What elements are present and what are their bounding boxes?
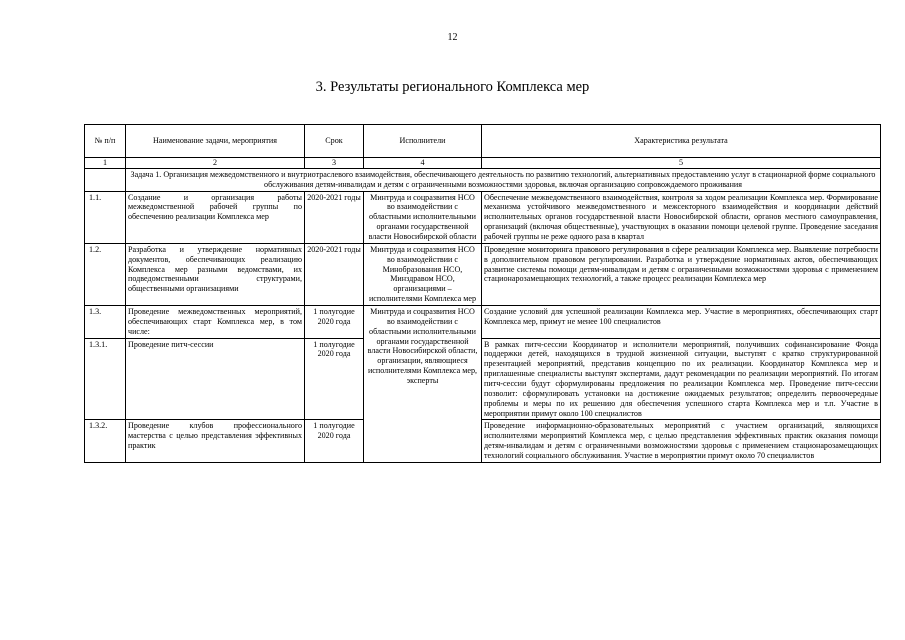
header-executors: Исполнители: [364, 125, 482, 158]
row-executors: Минтруда и соцразвития НСО во взаимодействии с Минобразования НСО, Минздравом НСО, организациями – исполнителями Комплекса мер: [364, 243, 482, 305]
row-term: 1 полугодие 2020 года: [305, 306, 364, 339]
row-number: 1.1.: [85, 191, 126, 243]
row-result: Проведение информационно-образовательных мероприятий с участием организаций, являющихся исполнителями мероприятий Комплекса мер, с целью представления эффективных практик оказания помощи детям-инвалидам и детям с ограниченными возможностями здоровья с применением стационарозамещающих технологий социального обслуживания. Участие в мероприятии примут около 70 специалистов: [482, 420, 881, 462]
header-num: № п/п: [85, 125, 126, 158]
column-number: 3: [305, 158, 364, 169]
row-number: 1.2.: [85, 243, 126, 305]
header-term: Срок: [305, 125, 364, 158]
table-row: [85, 338, 881, 420]
table-header-row: [85, 125, 881, 158]
row-term: 2020-2021 годы: [305, 191, 364, 243]
table-row: [85, 420, 881, 462]
row-name: Проведение межведомственных мероприятий, обеспечивающих старт Комплекса мер, в том числе:: [126, 306, 305, 339]
header-name: Наименование задачи, мероприятия: [126, 125, 305, 158]
section-title: 3. Результаты регионального Комплекса мер: [315, 79, 590, 95]
column-number: 4: [364, 158, 482, 169]
table-row: [85, 243, 881, 305]
results-table: [84, 124, 881, 463]
row-name: Разработка и утверждение нормативных документов, обеспечивающих реализацию Комплекса мер разными ведомствами, их подведомственными структурами, общественными организациями: [126, 243, 305, 305]
row-term: 1 полугодие 2020 года: [305, 420, 364, 462]
row-name: Проведение клубов профессионального мастерства с целью представления эффективных практик: [126, 420, 305, 462]
row-term: 1 полугодие 2020 года: [305, 338, 364, 420]
page-number: 12: [447, 32, 458, 43]
row-number: 1.3.: [85, 306, 126, 339]
row-name: Создание и организация работы межведомственной рабочей группы по обеспечению реализации Комплекса мер: [126, 191, 305, 243]
row-result: В рамках питч-сессии Координатор и исполнители мероприятий, получивших софинансирование Фонда поддержки детей, находящихся в трудной жизненной ситуации, выступят с кратко структурированной презентацией мероприятий, представив концепцию по их реализации. Координатор Комплекса мер и приглашенные специалисты выступят экспертами, дадут рекомендации по реализации мероприятий. По итогам питч-сессии будут сформулированы предложения по реализации Комплекса мер. Проведение питч-сессии позволит: сформулировать установки на достижение ожидаемых результатов; определить первоочередные проблемы и меры по их решению для обеспечения успешного старта Комплекса мер и т.п. Участие в мероприятии примут около 100 специалистов: [482, 338, 881, 420]
row-number: 1.3.2.: [85, 420, 126, 462]
row-executors: Минтруда и соцразвития НСО во взаимодействии с областными исполнительными органами государственной власти Новосибирской области, организации, являющиеся исполнителями Комплекса мер, эксперты: [364, 306, 482, 463]
row-result: Проведение мониторинга правового регулирования в сфере реализации Комплекса мер. Выявление потребности в дополнительном правовом регулировании. Разработка и утверждение нормативных актов, обеспечивающих развитие системы помощи детям-инвалидам и детям с ограниченными возможностями здоровья с применением стационарозамещающих технологий, а также процесс реализации Комплекса мер: [482, 243, 881, 305]
column-number: 1: [85, 158, 126, 169]
column-numbers-row: [85, 158, 881, 169]
table-row: [85, 306, 881, 339]
table-row: [85, 191, 881, 243]
row-number: 1.3.1.: [85, 338, 126, 420]
row-term: 2020-2021 годы: [305, 243, 364, 305]
row-executors: Минтруда и соцразвития НСО во взаимодействии с областными исполнительными органами государственной власти Новосибирской области: [364, 191, 482, 243]
row-result: Обеспечение межведомственного взаимодействия, контроля за ходом реализации Комплекса мер. Формирование механизма устойчивого межведомственного и межсекторного взаимодействия и координации действий исполнительных органов государственной власти Новосибирской области, органов местного самоуправления, организаций (включая общественные), участвующих в оказании помощи целевой группе. Проведение заседания рабочей группы не реже одного раза в квартал: [482, 191, 881, 243]
header-result: Характеристика результата: [482, 125, 881, 158]
column-number: 5: [482, 158, 881, 169]
task-row: [85, 168, 881, 191]
task-description: Задача 1. Организация межведомственного и внутриотраслевого взаимодействия, обеспечивающего деятельность по развитию технологий, альтернативных предоставлению услуг в стационарной форме социального обслуживания детям-инвалидам и детям с ограниченными возможностями здоровья, включая организацию сопровождаемого проживания: [126, 168, 881, 191]
task-cell-empty: [85, 168, 126, 191]
row-result: Создание условий для успешной реализации Комплекса мер. Участие в мероприятиях, обеспечивающих старт Комплекса мер, примут не менее 100 специалистов: [482, 306, 881, 339]
row-name: Проведение питч-сессии: [126, 338, 305, 420]
column-number: 2: [126, 158, 305, 169]
